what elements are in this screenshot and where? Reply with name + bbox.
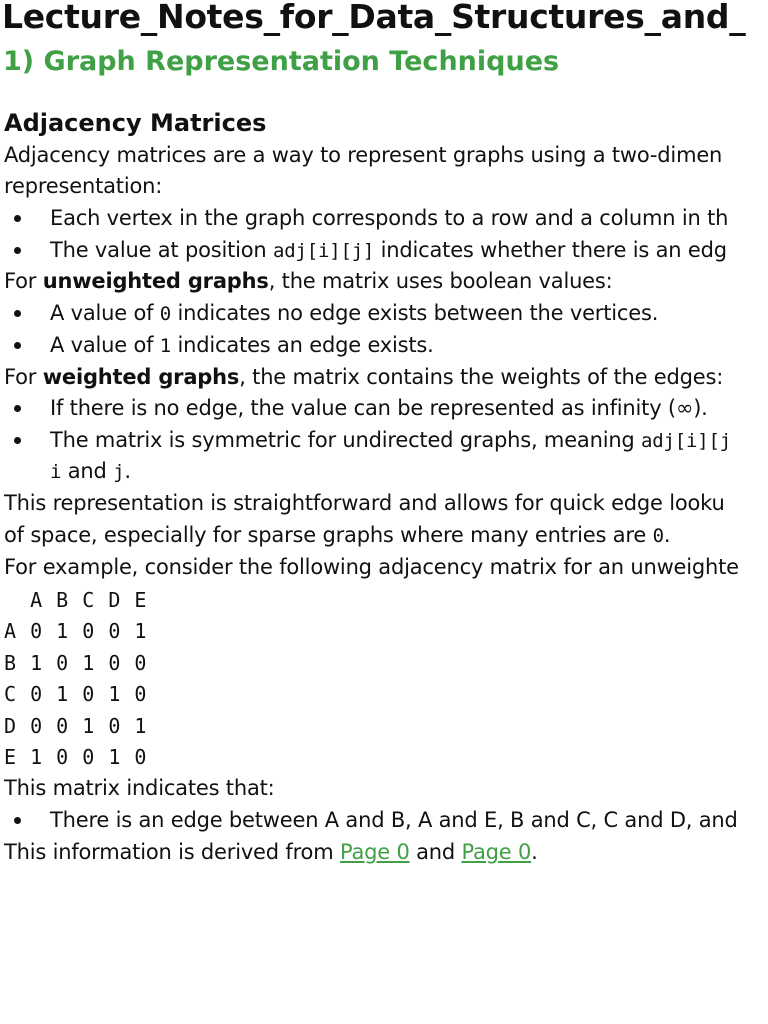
list-item: If there is no edge, the value can be represented as infinity (∞). — [50, 396, 708, 420]
inline-code: 1 — [159, 335, 172, 357]
bullet-icon — [14, 310, 21, 317]
weighted-paragraph: For weighted graphs, the matrix contains the weights of the edges: — [4, 365, 724, 389]
list-item: The value at position adj[i][j] indicates whether there is an edg — [50, 238, 727, 262]
list-item: The matrix is symmetric for undirected graphs, meaning adj[i][j — [50, 428, 731, 452]
list-item: A value of 0 indicates no edge exists between the vertices. — [50, 301, 659, 325]
intro-paragraph-line-2: representation: — [4, 174, 163, 198]
section-heading: 1) Graph Representation Techniques — [3, 46, 560, 77]
matrix-row: A 0 1 0 0 1 — [4, 619, 148, 643]
matrix-row: D 0 0 1 0 1 — [4, 714, 148, 738]
bullet-icon — [14, 247, 21, 254]
matrix-row: E 1 0 0 1 0 — [4, 745, 148, 769]
subheading: Adjacency Matrices — [4, 109, 267, 137]
bullet-icon — [14, 342, 21, 349]
inline-code: adj[i][j] — [273, 240, 375, 262]
indicates-line: This matrix indicates that: — [4, 776, 275, 800]
bullet-icon — [14, 405, 21, 412]
summary-line-1: This representation is straightforward and allows for quick edge looku — [4, 491, 725, 515]
list-item: A value of 1 indicates an edge exists. — [50, 333, 434, 357]
bullet-icon — [14, 817, 21, 824]
document-title: Lecture_Notes_for_Data_Structures_and_ — [2, 0, 746, 36]
intro-paragraph-line-1: Adjacency matrices are a way to represent graphs using a two-dimen — [4, 143, 723, 167]
unweighted-paragraph: For unweighted graphs, the matrix uses boolean values: — [4, 269, 613, 293]
bullet-icon — [14, 437, 21, 444]
page-link-1[interactable]: Page 0 — [339, 840, 410, 864]
list-item-continuation: i and j. — [50, 459, 131, 483]
example-line: For example, consider the following adjacency matrix for an unweighte — [4, 555, 739, 579]
matrix-row: C 0 1 0 1 0 — [4, 682, 148, 706]
source-line: This information is derived from Page 0 and Page 0. — [4, 840, 538, 864]
page-link-2[interactable]: Page 0 — [461, 840, 532, 864]
list-item: There is an edge between A and B, A and E, B and C, C and D, and — [50, 808, 738, 832]
list-item: Each vertex in the graph corresponds to a row and a column in th — [50, 206, 729, 230]
matrix-header: A B C D E — [4, 588, 148, 612]
summary-line-2: of space, especially for sparse graphs where many entries are 0. — [4, 523, 671, 547]
matrix-row: B 1 0 1 0 0 — [4, 651, 148, 675]
inline-code: 0 — [159, 303, 172, 325]
inline-code: adj[i][j — [641, 430, 731, 452]
bullet-icon — [14, 215, 21, 222]
